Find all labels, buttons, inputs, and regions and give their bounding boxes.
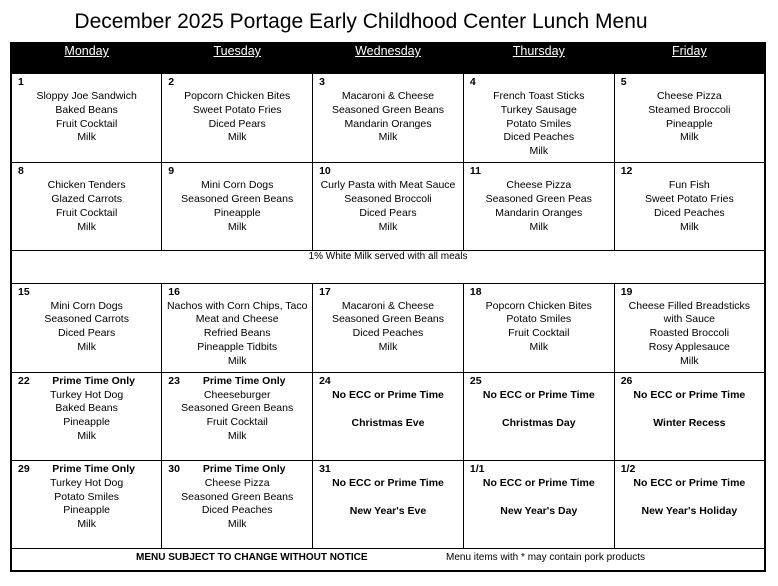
menu-item: Fruit Cocktail bbox=[56, 117, 118, 130]
menu-item: Cheese Pizza bbox=[656, 90, 722, 102]
prime-time-label: Prime Time Only bbox=[52, 374, 135, 387]
prime-time-label: Prime Time Only bbox=[202, 462, 286, 475]
menu-item: Diced Pears bbox=[58, 327, 116, 340]
menu-item: Fruit Cocktail bbox=[206, 416, 268, 429]
menu-item: Cheese Filled Breadsticks bbox=[628, 299, 751, 312]
menu-item: Milk bbox=[77, 518, 96, 531]
milk-note-row bbox=[11, 251, 765, 283]
menu-item: Mandarin Oranges bbox=[495, 206, 583, 219]
closed-label: No ECC or Prime Time bbox=[482, 388, 595, 401]
menu-item: Seasoned Green Peas bbox=[485, 193, 592, 205]
menu-items bbox=[615, 74, 764, 145]
date-number: 11 bbox=[469, 165, 481, 178]
menu-item: Turkey Hot Dog bbox=[50, 388, 124, 401]
menu-item: Milk bbox=[378, 220, 398, 233]
day-cell bbox=[313, 460, 464, 548]
week-row bbox=[11, 283, 765, 372]
menu-item: Turkey Hot Dog bbox=[50, 476, 124, 489]
closure-notice bbox=[313, 461, 463, 519]
menu-items bbox=[615, 163, 764, 234]
menu-item: Milk bbox=[227, 429, 247, 442]
footer-row bbox=[11, 549, 765, 571]
day-cell bbox=[614, 163, 765, 251]
weekday-header-row bbox=[11, 43, 765, 74]
menu-item: Cheeseburger bbox=[203, 388, 271, 401]
menu-item: Milk bbox=[227, 354, 247, 367]
menu-item: Chicken Tenders bbox=[47, 179, 126, 192]
date-number: 15 bbox=[18, 285, 30, 298]
date-number: 18 bbox=[469, 285, 482, 298]
menu-items bbox=[162, 373, 312, 444]
menu-item: Milk bbox=[529, 340, 549, 353]
menu-items bbox=[464, 74, 614, 159]
menu-items bbox=[162, 74, 312, 145]
menu-items bbox=[162, 461, 312, 532]
date-number: 16 bbox=[168, 285, 180, 298]
day-cell bbox=[463, 283, 614, 372]
menu-item: Milk bbox=[680, 131, 699, 144]
day-label: Tuesday bbox=[213, 44, 261, 58]
menu-item: Potato Smiles bbox=[506, 313, 572, 326]
menu-item: Pineapple bbox=[63, 504, 110, 517]
menu-item: Meat and Cheese bbox=[195, 313, 279, 326]
date-number: 30 bbox=[168, 462, 180, 475]
menu-item: Seasoned Green Beans bbox=[181, 490, 294, 503]
holiday-name: Christmas Eve bbox=[351, 416, 425, 429]
date-number: 24 bbox=[319, 374, 331, 387]
menu-item: Diced Peaches bbox=[352, 327, 424, 340]
menu-items bbox=[12, 284, 161, 355]
menu-item: Diced Pears bbox=[359, 206, 417, 219]
day-cell bbox=[162, 372, 313, 460]
menu-item: Milk bbox=[378, 131, 398, 144]
menu-items bbox=[615, 284, 764, 369]
day-cell bbox=[162, 460, 313, 548]
menu-item: Sloppy Joe Sandwich bbox=[36, 90, 137, 102]
prime-time-label: Prime Time Only bbox=[202, 374, 286, 387]
day-cell bbox=[11, 283, 162, 372]
day-label: Thursday bbox=[512, 44, 565, 58]
date-number: 1/2 bbox=[620, 462, 636, 475]
date-number: 22 bbox=[18, 374, 30, 387]
menu-item: Fun Fish bbox=[668, 179, 710, 192]
menu-item: Milk bbox=[227, 220, 247, 233]
date-number: 23 bbox=[168, 374, 180, 387]
day-cell bbox=[313, 74, 464, 163]
header-thursday bbox=[463, 43, 614, 74]
menu-item: Pineapple bbox=[63, 416, 110, 429]
menu-item: Mini Corn Dogs bbox=[201, 179, 274, 192]
menu-item: Fruit Cocktail bbox=[508, 327, 570, 340]
day-cell bbox=[313, 163, 464, 251]
menu-items bbox=[12, 163, 161, 234]
prime-time-label: Prime Time Only bbox=[52, 462, 135, 475]
day-cell bbox=[162, 74, 313, 163]
menu-item: Diced Peaches bbox=[201, 504, 273, 517]
day-cell bbox=[11, 163, 162, 251]
date-number: 19 bbox=[620, 285, 633, 298]
day-cell bbox=[313, 372, 464, 460]
day-label: Wednesday bbox=[355, 44, 421, 58]
menu-item: Nachos with Corn Chips, Taco bbox=[166, 299, 308, 312]
menu-item: Pineapple bbox=[213, 206, 261, 219]
menu-item: Milk bbox=[77, 429, 96, 442]
closed-label: No ECC or Prime Time bbox=[633, 388, 746, 401]
holiday-name: New Year's Day bbox=[500, 504, 578, 517]
closure-notice bbox=[615, 373, 764, 431]
menu-item: Sweet Potato Fries bbox=[192, 103, 282, 116]
menu-item: Macaroni & Cheese bbox=[341, 90, 435, 102]
page-title: December 2025 Portage Early Childhood Center Lunch Menu bbox=[74, 10, 648, 33]
menu-items bbox=[162, 284, 312, 369]
pork-notice: Menu items with * may contain pork products bbox=[446, 552, 645, 564]
header-wednesday bbox=[313, 43, 464, 74]
menu-item: Diced Peaches bbox=[654, 206, 725, 219]
menu-item: Seasoned Green Beans bbox=[181, 193, 294, 205]
menu-item: Seasoned Carrots bbox=[44, 313, 129, 326]
menu-item: Diced Pears bbox=[208, 117, 266, 130]
menu-item: Milk bbox=[77, 131, 96, 144]
day-label: Monday bbox=[64, 44, 109, 58]
menu-item: Mandarin Oranges bbox=[344, 117, 432, 130]
date-number: 29 bbox=[18, 462, 30, 475]
menu-item: with Sauce bbox=[663, 313, 716, 326]
header-monday bbox=[11, 43, 162, 74]
menu-item: Milk bbox=[680, 220, 699, 233]
date-number: 17 bbox=[319, 285, 331, 298]
menu-item: Milk bbox=[529, 220, 549, 233]
day-cell bbox=[11, 460, 162, 548]
menu-item: Baked Beans bbox=[55, 402, 118, 415]
week-row bbox=[11, 74, 765, 163]
menu-items bbox=[313, 74, 463, 145]
menu-item: Rosy Applesauce bbox=[648, 340, 730, 353]
closure-notice bbox=[313, 373, 463, 431]
closure-notice bbox=[615, 461, 764, 519]
closed-label: No ECC or Prime Time bbox=[482, 476, 595, 489]
change-notice: MENU SUBJECT TO CHANGE WITHOUT NOTICE bbox=[136, 552, 368, 564]
date-number: 1 bbox=[18, 76, 24, 88]
date-number: 2 bbox=[168, 76, 175, 88]
menu-items bbox=[464, 163, 614, 234]
week-row bbox=[11, 460, 765, 548]
milk-note: 1% White Milk served with all meals bbox=[11, 251, 765, 283]
footer bbox=[11, 549, 765, 571]
date-number: 31 bbox=[319, 462, 331, 475]
menu-item: Seasoned Green Beans bbox=[331, 313, 445, 326]
day-label: Friday bbox=[671, 44, 707, 58]
header-friday bbox=[614, 43, 765, 74]
menu-items bbox=[162, 163, 312, 234]
menu-item: Milk bbox=[227, 131, 247, 144]
menu-item: Cheese Pizza bbox=[506, 179, 572, 192]
menu-item: French Toast Sticks bbox=[493, 90, 585, 102]
closure-notice bbox=[464, 461, 614, 519]
menu-items bbox=[464, 284, 614, 355]
menu-item: Diced Peaches bbox=[503, 131, 575, 144]
day-cell bbox=[463, 372, 614, 460]
menu-item: Milk bbox=[680, 354, 699, 367]
menu-item: Cheese Pizza bbox=[204, 476, 270, 489]
menu-item: Potato Smiles bbox=[54, 490, 120, 503]
day-cell bbox=[313, 283, 464, 372]
date-number: 10 bbox=[319, 165, 331, 178]
day-cell bbox=[614, 460, 765, 548]
menu-items bbox=[313, 284, 463, 355]
closed-label: No ECC or Prime Time bbox=[332, 388, 444, 401]
menu-item: Sweet Potato Fries bbox=[644, 193, 734, 205]
menu-items bbox=[313, 163, 463, 234]
menu-item: Fruit Cocktail bbox=[56, 206, 118, 219]
day-cell bbox=[463, 74, 614, 163]
menu-items bbox=[12, 74, 161, 145]
menu-item: Seasoned Green Beans bbox=[181, 402, 294, 415]
menu-item: Pineapple Tidbits bbox=[197, 340, 278, 353]
menu-item: Steamed Broccoli bbox=[648, 103, 731, 116]
header-tuesday bbox=[162, 43, 313, 74]
date-number: 5 bbox=[620, 76, 627, 88]
day-cell bbox=[162, 283, 313, 372]
menu-item: Curly Pasta with Meat Sauce bbox=[320, 179, 456, 192]
menu-item: Popcorn Chicken Bites bbox=[485, 299, 592, 312]
day-cell bbox=[162, 163, 313, 251]
menu-item: Seasoned Broccoli bbox=[344, 193, 432, 205]
holiday-name: Winter Recess bbox=[653, 416, 726, 429]
date-number: 26 bbox=[620, 374, 633, 387]
menu-item: Macaroni & Cheese bbox=[341, 299, 435, 312]
menu-item: Seasoned Green Beans bbox=[331, 103, 445, 116]
menu-item: Milk bbox=[77, 340, 96, 353]
date-number: 4 bbox=[469, 76, 476, 88]
date-number: 8 bbox=[18, 165, 24, 178]
menu-item: Refried Beans bbox=[203, 327, 271, 340]
menu-item: Baked Beans bbox=[55, 103, 118, 116]
menu-item: Milk bbox=[529, 145, 549, 158]
day-cell bbox=[614, 372, 765, 460]
menu-item: Mini Corn Dogs bbox=[50, 299, 123, 312]
menu-item: Roasted Broccoli bbox=[649, 327, 730, 340]
closure-notice bbox=[464, 373, 614, 431]
date-number: 9 bbox=[168, 165, 175, 178]
holiday-name: Christmas Day bbox=[502, 416, 576, 429]
day-cell bbox=[614, 283, 765, 372]
menu-item: Turkey Sausage bbox=[500, 103, 577, 116]
menu-item: Milk bbox=[77, 220, 96, 233]
menu-item: Pineapple bbox=[665, 117, 713, 130]
closed-label: No ECC or Prime Time bbox=[332, 476, 444, 489]
menu-item: Milk bbox=[378, 340, 398, 353]
week-row bbox=[11, 372, 765, 460]
menu-items bbox=[12, 373, 161, 444]
date-number: 12 bbox=[620, 165, 633, 178]
day-cell bbox=[11, 74, 162, 163]
day-cell bbox=[463, 460, 614, 548]
menu-item: Glazed Carrots bbox=[51, 193, 122, 205]
menu-item: Potato Smiles bbox=[506, 117, 572, 130]
menu-item: Milk bbox=[227, 518, 247, 531]
day-cell bbox=[11, 372, 162, 460]
menu-calendar bbox=[10, 42, 766, 572]
date-number: 1/1 bbox=[469, 462, 485, 475]
day-cell bbox=[614, 74, 765, 163]
menu-items bbox=[12, 461, 161, 532]
date-number: 25 bbox=[469, 374, 482, 387]
day-cell bbox=[463, 163, 614, 251]
holiday-name: New Year's Holiday bbox=[641, 504, 738, 517]
holiday-name: New Year's Eve bbox=[349, 504, 427, 517]
week-row bbox=[11, 163, 765, 251]
closed-label: No ECC or Prime Time bbox=[633, 476, 746, 489]
menu-item: Popcorn Chicken Bites bbox=[184, 90, 291, 102]
date-number: 3 bbox=[319, 76, 325, 88]
